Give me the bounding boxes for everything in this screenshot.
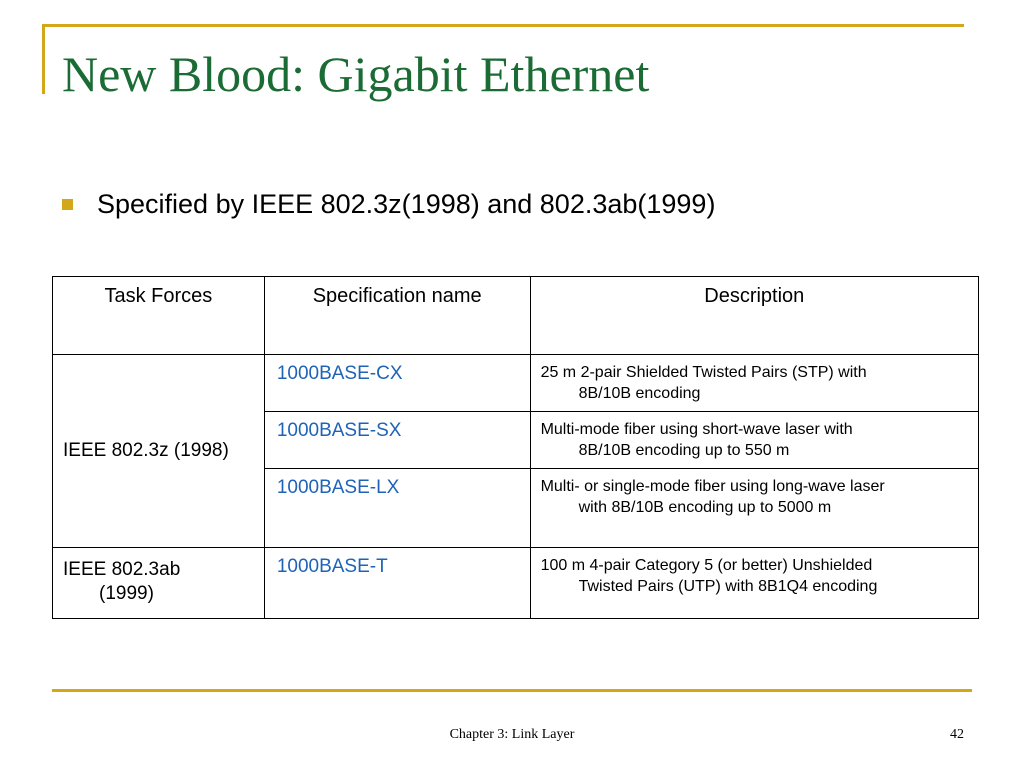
table-header-row [53, 277, 979, 355]
description-line: Twisted Pairs (UTP) with 8B1Q4 encoding [578, 578, 878, 595]
description-1000base-t [530, 548, 978, 619]
task-force-line: (1999) [99, 583, 154, 604]
footer-chapter: Chapter 3: Link Layer [449, 727, 575, 742]
header-task-forces: Task Forces [53, 277, 265, 355]
description-1000base-cx [530, 355, 978, 412]
page-number: 42 [950, 727, 964, 742]
description-line: 100 m 4-pair Category 5 (or better) Unshielded [540, 557, 873, 574]
task-force-802-3ab [53, 548, 265, 619]
description-line: 8B/10B encoding [578, 385, 701, 402]
task-force-802-3z: IEEE 802.3z (1998) [53, 355, 265, 548]
description-1000base-sx [530, 412, 978, 469]
header-description: Description [530, 277, 978, 355]
description-line: 25 m 2-pair Shielded Twisted Pairs (STP) with [540, 364, 867, 381]
bullet-item [62, 186, 715, 222]
task-force-line: IEEE 802.3ab [63, 559, 181, 580]
footer-rule [52, 689, 972, 692]
description-line: Multi-mode fiber using short-wave laser with [540, 421, 853, 438]
slide-title: New Blood: Gigabit Ethernet [62, 46, 650, 102]
table-row [53, 355, 979, 412]
description-line: 8B/10B encoding up to 550 m [578, 442, 790, 459]
description-1000base-lx [530, 469, 978, 548]
description-line: Multi- or single-mode fiber using long-wave laser [540, 478, 885, 495]
description-line: with 8B/10B encoding up to 5000 m [578, 499, 832, 516]
gigabit-spec-table [52, 276, 979, 619]
bullet-square-icon [62, 199, 73, 210]
bullet-text: Specified by IEEE 802.3z(1998) and 802.3ab(1999) [97, 189, 716, 219]
table-row [53, 548, 979, 619]
spec-name-1000base-sx: 1000BASE-SX [264, 412, 530, 469]
spec-name-1000base-lx: 1000BASE-LX [264, 469, 530, 548]
header-specification-name: Specification name [264, 277, 530, 355]
spec-name-1000base-t: 1000BASE-T [264, 548, 530, 619]
frame-top-rule [42, 24, 964, 27]
frame-left-rule [42, 24, 45, 94]
spec-name-1000base-cx: 1000BASE-CX [264, 355, 530, 412]
